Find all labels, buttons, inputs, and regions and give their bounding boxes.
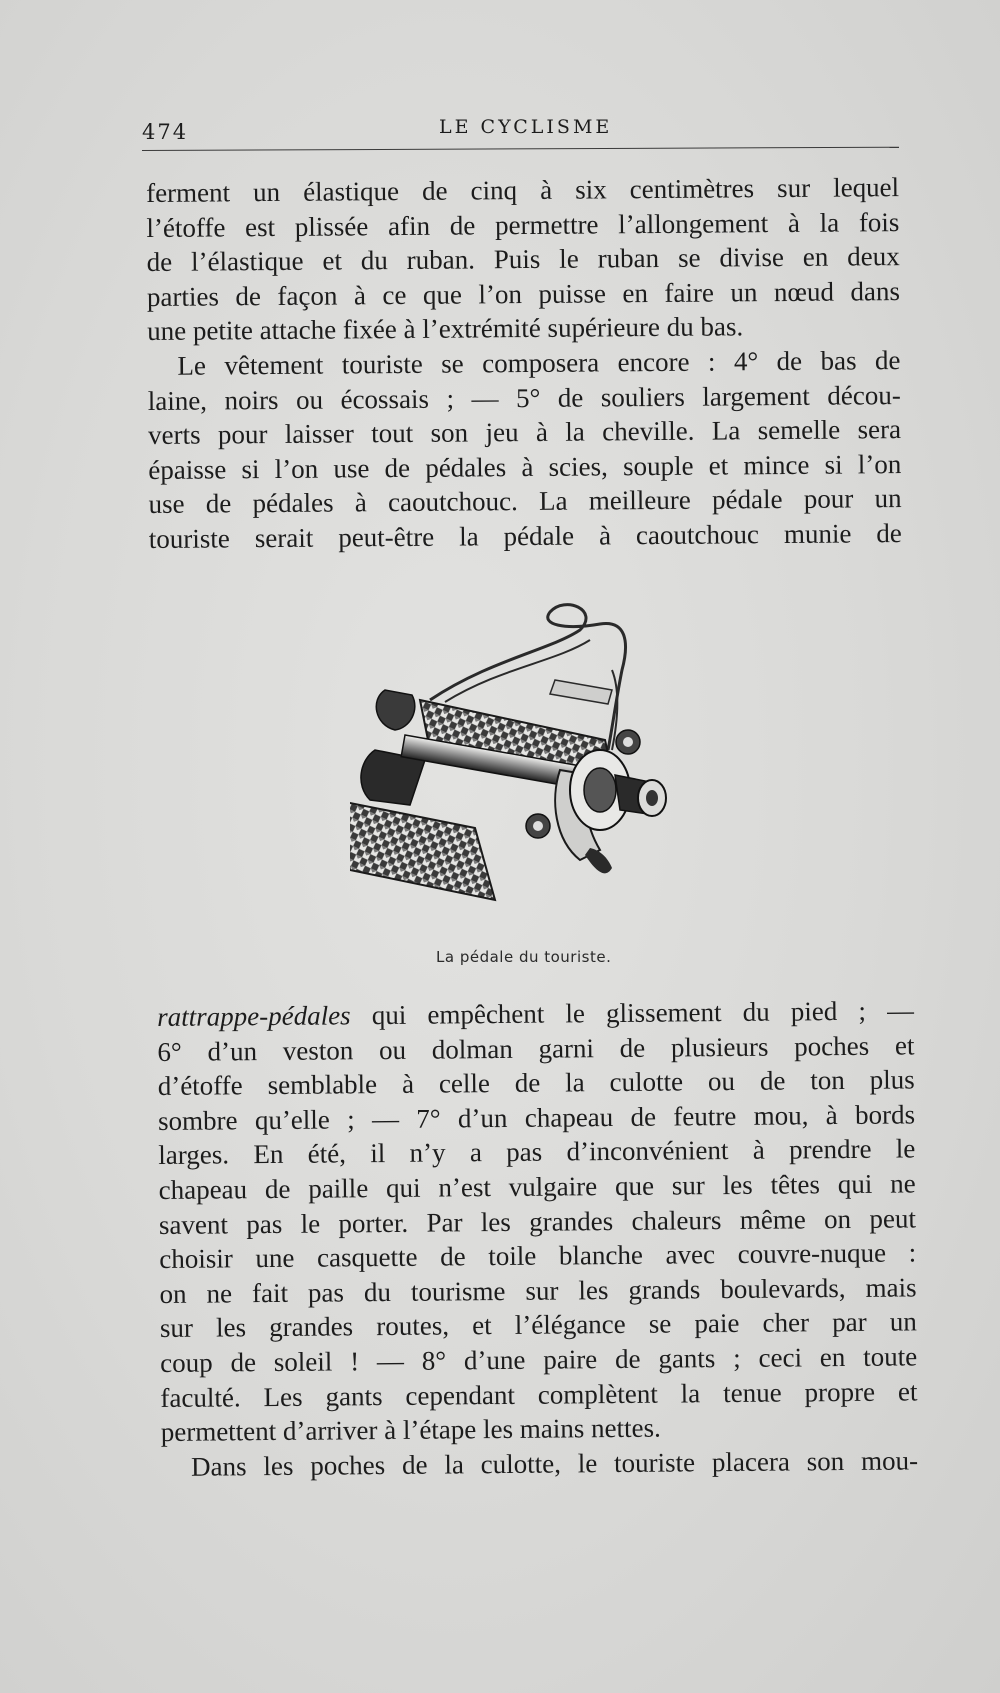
- page-header: [142, 112, 902, 142]
- page-number: 474: [142, 120, 189, 144]
- text-line: coup de soleil ! — 8° d’une paire de gants ; ceci en toute: [160, 1341, 918, 1378]
- text-line: parties de façon à ce que l’on puisse en faire un nœud dans: [146, 275, 901, 312]
- text-line: sombre qu’elle ; — 7° d’un chapeau de feutre mou, à bords: [157, 1099, 916, 1136]
- text-line: faculté. Les gants cependant complètent la tenue propre et: [160, 1375, 918, 1413]
- lower-text-block: [157, 993, 918, 1484]
- text-line: ferment un élastique de cinq à six centimètres sur lequel: [146, 172, 900, 208]
- pedal-engraving: [350, 600, 720, 940]
- figure-caption: La pédale du touriste.: [436, 948, 612, 966]
- text-line: permettent d’arriver à l’étape les mains nettes.: [160, 1412, 661, 1448]
- text-line: laine, noirs ou écossais ; — 5° de souliers largement décou-: [147, 379, 901, 416]
- text-line: Dans les poches de la culotte, le touriste placera son mou-: [190, 1445, 919, 1482]
- text-line: 6° d’un veston ou dolman garni de plusieurs poches et: [157, 1029, 915, 1067]
- text-line: sur les grandes routes, et l’élégance se paie cher par un: [159, 1306, 917, 1344]
- text-line: une petite attache fixée à l’extrémité supérieure du bas.: [147, 311, 744, 347]
- text-line: Le vêtement touriste se composera encore : 4° de bas de: [177, 345, 901, 381]
- text-line: touriste serait peut-être la pédale à caoutchouc munie de: [148, 518, 902, 554]
- header-rule: [142, 147, 899, 151]
- text-line: de l’élastique et du ruban. Puis le ruban se divise en deux: [146, 241, 900, 278]
- running-head: LE CYCLISME: [439, 116, 613, 138]
- text-line: use de pédales à caoutchouc. La meilleure pédale pour un: [148, 483, 902, 520]
- text-fragment: qui empêchent le glissement du pied ; —: [350, 995, 915, 1031]
- text-line: verts pour laisser tout son jeu à la cheville. La semelle sera: [147, 414, 902, 451]
- text-line: larges. En été, il n’y a pas d’inconvénient à prendre le: [158, 1133, 916, 1171]
- text-line: choisir une casquette de toile blanche avec couvre-nuque :: [159, 1237, 917, 1275]
- text-line: on ne fait pas du tourisme sur les grands boulevards, mais: [159, 1272, 917, 1309]
- text-line: épaisse si l’on use de pédales à scies, souple et mince si l’on: [148, 448, 902, 485]
- text-line: d’étoffe semblable à celle de la culotte ou de ton plus: [157, 1064, 915, 1102]
- upper-text-block: [146, 170, 902, 556]
- text-line: chapeau de paille qui n’est vulgaire que sur les têtes qui ne: [158, 1168, 916, 1205]
- italic-term: rattrappe-pédales: [157, 1000, 351, 1032]
- text-line: l’étoffe est plissée afin de permettre l’allongement à la fois: [146, 206, 900, 243]
- text-line: savent pas le porter. Par les grandes chaleurs même on peut: [158, 1202, 917, 1240]
